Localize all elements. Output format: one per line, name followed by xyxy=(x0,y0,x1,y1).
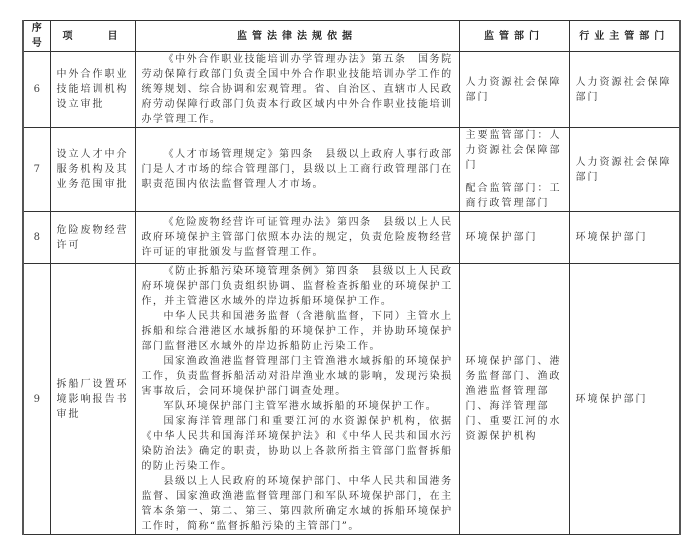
basis-paragraph: 《人才市场管理规定》第四条 县级以上政府人事行政部门是人才市场的综合管理部门，县级以上工商行政管理部门在职责范围内依法监督管理人才市场。 xyxy=(141,149,453,190)
row-industry: 人力资源社会保障部门 xyxy=(569,52,680,128)
row-supervisor xyxy=(459,52,569,128)
table-row xyxy=(23,52,680,128)
header-item: 项 目 xyxy=(50,21,135,52)
header-basis: 监管法律法规依据 xyxy=(135,21,459,52)
row-item: 设立人才中介服务机构及其业务范围审批 xyxy=(50,128,135,212)
header-no: 序号 xyxy=(23,21,50,52)
row-industry: 环境保护部门 xyxy=(569,264,680,535)
basis-paragraph: 军队环境保护部门主管军港水域拆船的环境保护工作。 xyxy=(163,401,438,412)
row-supervisor xyxy=(459,128,569,212)
supervisor-text: 配合监管部门：工商行政管理部门 xyxy=(465,183,562,209)
row-item: 拆船厂设置环境影响报告书审批 xyxy=(50,264,135,535)
row-industry: 人力资源社会保障部门 xyxy=(569,128,680,212)
basis-paragraph: 县级以上人民政府的环境保护部门、中华人民共和国港务监督、国家渔政渔港监督管理部门和军队环境保护部门，在主管本条第一、第二、第三、第四款所确定水域的拆船环境保护工作时，简称“监督拆船污染的主管部门”。 xyxy=(141,476,453,532)
basis-paragraph: 国家渔政渔港监督管理部门主管渔港水域拆船的环境保护工作，负责监督拆船活动对沿岸渔业水域的影响，发现污染损害事故后，会同环境保护部门调查处理。 xyxy=(141,356,453,397)
supervisor-text: 环境保护部门 xyxy=(465,232,538,243)
basis-paragraph: 《危险废物经营许可证管理办法》第四条 县级以上人民政府环境保护主管部门依照本办法的规定，负责危险废物经营许可证的审批颁发与监督管理工作。 xyxy=(141,217,453,258)
basis-paragraph: 中华人民共和国港务监督（含港航监督，下同）主管水上拆船和综合港港区水域拆船的环境保护工作，并协助环境保护部门监督港区水域外的岸边拆船防止污染工作。 xyxy=(141,311,453,352)
basis-paragraph: 国家海洋管理部门和重要江河的水资源保护机构，依据《中华人民共和国海洋环境保护法》和《中华人民共和国水污染防治法》确定的职责，协助以上各款所指主管部门监督拆船的防止污染工作。 xyxy=(141,416,453,472)
supervisor-text: 环境保护部门、港务监督部门、渔政渔港监督管理部门、海洋管理部门、重要江河的水资源保护机构 xyxy=(465,356,562,442)
header-supervisor: 监管部门 xyxy=(459,21,569,52)
table-row xyxy=(23,128,680,212)
basis-paragraph: 《防止拆船污染环境管理条例》第四条 县级以上人民政府环境保护部门负责组织协调、监督检查拆船业的环境保护工作，并主管港区水域外的岸边拆船环境保护工作。 xyxy=(141,266,453,307)
row-number: 9 xyxy=(23,264,50,535)
row-number: 6 xyxy=(23,52,50,128)
table-row xyxy=(23,212,680,264)
row-number: 8 xyxy=(23,212,50,264)
row-number: 7 xyxy=(23,128,50,212)
row-item: 中外合作职业技能培训机构设立审批 xyxy=(50,52,135,128)
row-industry: 环境保护部门 xyxy=(569,212,680,264)
row-supervisor xyxy=(459,264,569,535)
row-basis xyxy=(135,52,459,128)
regulation-table xyxy=(22,20,681,535)
header-row xyxy=(23,21,680,52)
row-basis xyxy=(135,212,459,264)
supervisor-text: 主要监管部门：人力资源社会保障部门 xyxy=(465,130,562,171)
row-basis xyxy=(135,264,459,535)
row-supervisor xyxy=(459,212,569,264)
supervisor-text: 人力资源社会保障部门 xyxy=(465,76,562,103)
basis-paragraph: 《中外合作职业技能培训办学管理办法》第五条 国务院劳动保障行政部门负责全国中外合作职业技能培训办学工作的统筹规划、综合协调和宏观管理。省、自治区、直辖市人民政府劳动保障行政部门负责本行政区域内中外合作职业技能培训办学管理工作。 xyxy=(141,54,453,125)
row-item: 危险废物经营许可 xyxy=(50,212,135,264)
table-row xyxy=(23,264,680,535)
header-industry: 行业主管部门 xyxy=(569,21,680,52)
row-basis xyxy=(135,128,459,212)
